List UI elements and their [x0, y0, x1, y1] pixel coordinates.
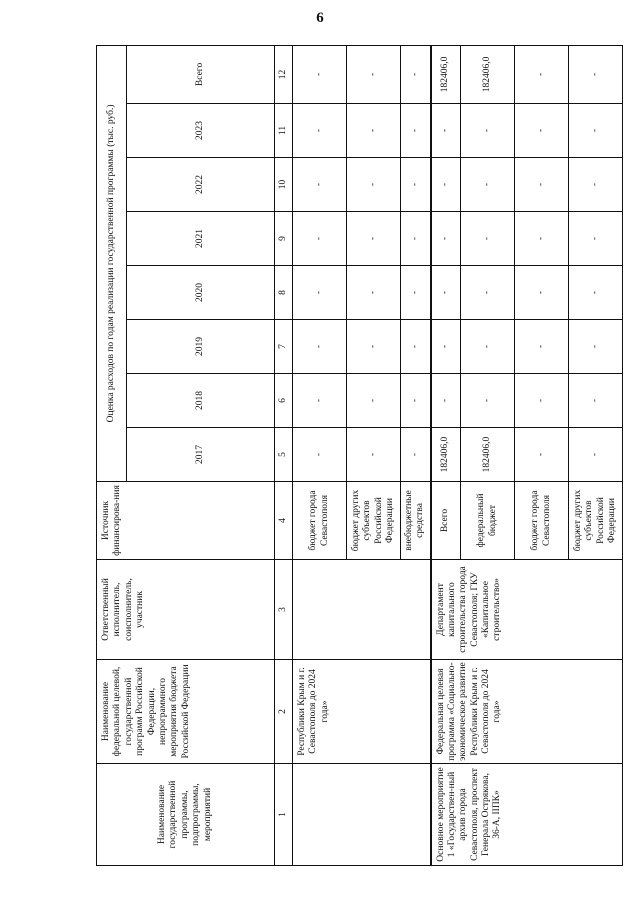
value-cell: - — [347, 45, 401, 103]
column-number: 2 — [275, 660, 293, 764]
executor-cell-empty — [293, 560, 431, 660]
header-year: 2021 — [127, 212, 275, 266]
value-cell: 182406,0 — [431, 45, 461, 103]
value-cell: - — [293, 428, 347, 482]
value-cell: - — [569, 266, 623, 320]
value-cell: - — [515, 45, 569, 103]
column-number: 6 — [275, 374, 293, 428]
value-cell: 182406,0 — [461, 45, 515, 103]
table-row — [293, 45, 347, 865]
column-number: 5 — [275, 428, 293, 482]
value-cell: - — [515, 104, 569, 158]
header-year: 2020 — [127, 266, 275, 320]
page-number: 6 — [316, 10, 324, 26]
header-year: Всего — [127, 45, 275, 103]
header-col1: Наименование государственной программы, подпрограммы, мероприятий — [97, 764, 275, 866]
column-number: 9 — [275, 212, 293, 266]
value-cell: - — [569, 320, 623, 374]
value-cell: - — [347, 104, 401, 158]
value-cell: - — [401, 104, 431, 158]
value-cell: - — [515, 158, 569, 212]
value-cell: - — [431, 320, 461, 374]
column-number: 3 — [275, 560, 293, 660]
value-cell: - — [569, 428, 623, 482]
value-cell: - — [515, 428, 569, 482]
header-col2: Наименование федеральной целевой, государственной программ Российской Федерации, непрограммного мероприятия бюджета Российской Федерации — [97, 660, 275, 764]
value-cell: - — [347, 212, 401, 266]
column-number: 1 — [275, 764, 293, 866]
value-cell: - — [293, 212, 347, 266]
column-number: 11 — [275, 104, 293, 158]
header-group: Оценка расходов по годам реализации государственной программы (тыс. руб.) — [97, 45, 127, 481]
value-cell: - — [569, 212, 623, 266]
value-cell: - — [293, 104, 347, 158]
value-cell: - — [401, 428, 431, 482]
header-year: 2019 — [127, 320, 275, 374]
value-cell: - — [461, 104, 515, 158]
executor-cell: Департамент капитального строительства города Севастополя; ГКУ «Капитальное строительство» — [431, 560, 623, 660]
column-number: 7 — [275, 320, 293, 374]
value-cell: - — [293, 45, 347, 103]
value-cell: - — [431, 266, 461, 320]
value-cell: - — [515, 374, 569, 428]
value-cell: - — [569, 158, 623, 212]
value-cell: - — [293, 374, 347, 428]
value-cell: - — [431, 158, 461, 212]
header-col3: Ответственный исполнитель, соисполнитель, участник — [97, 560, 275, 660]
value-cell: - — [401, 45, 431, 103]
value-cell: - — [461, 320, 515, 374]
budget-table-rotated — [96, 46, 616, 866]
value-cell: 182406,0 — [431, 428, 461, 482]
value-cell: - — [461, 212, 515, 266]
measure-cell-empty — [293, 764, 431, 866]
source-cell: бюджет города Севастополя — [293, 482, 347, 560]
measure-cell: Основное мероприятие 1 «Государствен-ный архив города Севастополя, проспект Генерала Острякова, 36-А, IIПК» — [431, 764, 623, 866]
value-cell: - — [401, 158, 431, 212]
value-cell: - — [401, 212, 431, 266]
column-number: 4 — [275, 482, 293, 560]
value-cell: - — [515, 212, 569, 266]
header-year: 2023 — [127, 104, 275, 158]
value-cell: - — [569, 374, 623, 428]
value-cell: - — [347, 320, 401, 374]
value-cell: - — [431, 212, 461, 266]
value-cell: - — [401, 266, 431, 320]
value-cell: - — [515, 266, 569, 320]
value-cell: 182406,0 — [461, 428, 515, 482]
source-cell: бюджет других субъектов Российской Федерации — [347, 482, 401, 560]
value-cell: - — [461, 374, 515, 428]
header-col4: Источник финансирова-ния — [97, 482, 275, 560]
source-cell: бюджет города Севастополя — [515, 482, 569, 560]
value-cell: - — [515, 320, 569, 374]
value-cell: - — [293, 320, 347, 374]
source-cell: федеральный бюджет — [461, 482, 515, 560]
value-cell: - — [347, 428, 401, 482]
source-cell: внебюджетные средства — [401, 482, 431, 560]
value-cell: - — [293, 266, 347, 320]
budget-table — [96, 45, 623, 866]
value-cell: - — [347, 374, 401, 428]
source-cell: Всего — [431, 482, 461, 560]
program-cell: Республики Крым и г. Севастополя до 2024 года» — [293, 660, 431, 764]
value-cell: - — [431, 104, 461, 158]
value-cell: - — [347, 266, 401, 320]
value-cell: - — [569, 45, 623, 103]
source-cell: бюджет других субъектов Российской Федерации — [569, 482, 623, 560]
value-cell: - — [431, 374, 461, 428]
header-year: 2022 — [127, 158, 275, 212]
value-cell: - — [401, 374, 431, 428]
value-cell: - — [347, 158, 401, 212]
header-year: 2017 — [127, 428, 275, 482]
value-cell: - — [569, 104, 623, 158]
value-cell: - — [461, 266, 515, 320]
value-cell: - — [401, 320, 431, 374]
column-number: 12 — [275, 45, 293, 103]
column-number: 8 — [275, 266, 293, 320]
header-year: 2018 — [127, 374, 275, 428]
program-cell: Федеральная целевая программа «Социально-экономическое развитие Республики Крым и г. Севастополя до 2024 года» — [431, 660, 623, 764]
column-number: 10 — [275, 158, 293, 212]
value-cell: - — [461, 158, 515, 212]
value-cell: - — [293, 158, 347, 212]
table-row — [431, 45, 461, 865]
